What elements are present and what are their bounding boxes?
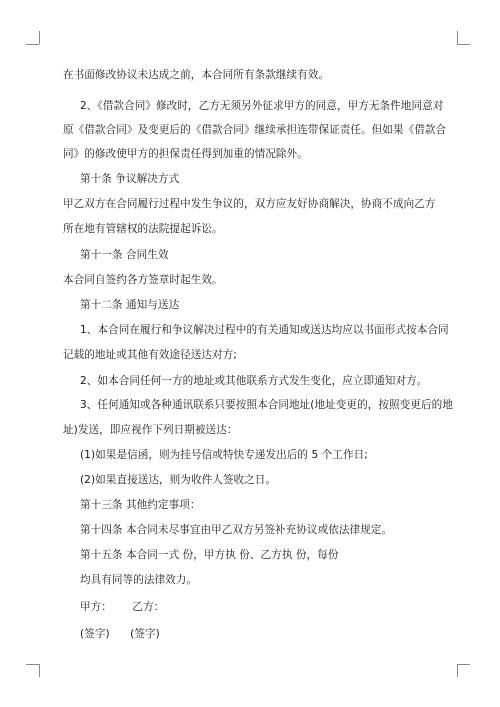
paragraph-line: 在书面修改协议未达成之前，本合同所有条款继续有效。 <box>63 69 330 81</box>
paragraph-line: 址)发送，即应视作下列日期被送达： <box>63 424 238 436</box>
paragraph-line: 所在地有管辖权的法院提起诉讼。 <box>63 223 223 235</box>
list-item: (1)如果是信函，则为挂号信或特快专递发出后的 5 个工作日; <box>80 449 368 461</box>
section-heading: 第十一条 合同生效 <box>80 249 169 261</box>
list-item: (2)如果直接送达，则为收件人签收之日。 <box>80 474 277 486</box>
section-heading: 第十三条 其他约定事项： <box>80 499 201 511</box>
paragraph-line: 均具有同等的法律效力。 <box>80 574 198 586</box>
section-heading: 第十二条 通知与送达 <box>80 299 180 311</box>
paragraph-line: 1、本合同在履行和争议解决过程中的有关通知或送达均应以书面形式按本合同 <box>80 324 449 336</box>
section-heading: 第十条 争议解决方式 <box>80 173 180 185</box>
signature-lines: (签字) (签字) <box>80 628 160 640</box>
crop-mark-top-left <box>26 31 40 45</box>
crop-mark-bottom-right <box>457 664 471 678</box>
paragraph-line: 3、任何通知或各种通讯联系只要按照本合同地址(地址变更的，按照变更后的地 <box>80 399 453 411</box>
paragraph-line: 同》的修改使甲方的担保责任得到加重的情况除外。 <box>63 148 308 160</box>
paragraph-line: 2、《借款合同》修改时，乙方无须另外征求甲方的同意，甲方无条件地同意对 <box>80 100 444 112</box>
crop-mark-top-right <box>457 31 471 45</box>
paragraph-line: 甲乙双方在合同履行过程中发生争议的，双方应友好协商解决，协商不成向乙方 <box>63 198 436 210</box>
section-heading: 第十五条 本合同一式 份，甲方执 份、乙方执 份，每份 <box>80 549 339 561</box>
section-heading: 第十四条 本合同未尽事宜由甲乙双方另签补充协议或依法律规定。 <box>80 524 393 536</box>
paragraph-line: 2、如本合同任何一方的地址或其他联系方式发生变化，应立即通知对方。 <box>80 375 428 387</box>
paragraph-line: 本合同自签约各方签章时起生效。 <box>63 274 223 286</box>
crop-mark-bottom-left <box>26 664 40 678</box>
paragraph-line: 记载的地址或其他有效途径送达对方; <box>63 349 237 361</box>
paragraph-line: 原《借款合同》及变更后的《借款合同》继续承担连带保证责任。但如果《借款合 <box>63 124 447 136</box>
signature-parties: 甲方： 乙方： <box>80 601 165 613</box>
